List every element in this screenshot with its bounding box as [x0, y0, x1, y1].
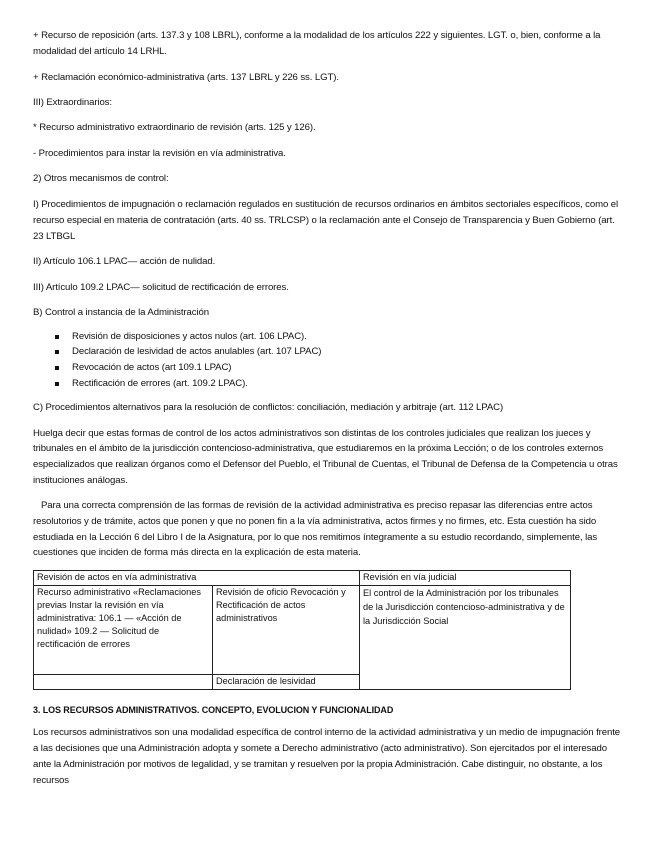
list-item-text: Declaración de lesividad de actos anulables (art. 107 LPAC): [72, 346, 322, 358]
paragraph-rectificacion-errores: III) Artículo 109.2 LPAC— solicitud de rectificación de errores.: [33, 281, 289, 293]
paragraph-procedimientos-revision: - Procedimientos para instar la revisión en vía administrativa.: [33, 147, 286, 159]
empty-cell: [34, 675, 213, 690]
paragraph-control-administracion: B) Control a instancia de la Administración: [33, 307, 209, 319]
judicial-cell: El control de la Administración por los tribunales de la Jurisdicción contencioso-administrativa y de la Jurisdicción Social: [360, 586, 571, 690]
list-item-text: Revisión de disposiciones y actos nulos (art. 106 LPAC).: [72, 330, 307, 342]
list-item-text: Rectificación de errores (art. 109.2 LPAC).: [72, 378, 248, 390]
lesividad-cell: Declaración de lesividad: [213, 675, 360, 690]
list-item: [55, 376, 623, 392]
bullet-icon: [55, 335, 59, 339]
document-page: [33, 28, 623, 798]
section-heading: 3. LOS RECURSOS ADMINISTRATIVOS. CONCEPTO, EVOLUCION Y FUNCIONALIDAD: [33, 705, 394, 716]
controls-list: [33, 329, 623, 393]
list-item: [55, 329, 623, 345]
bullet-icon: [55, 350, 59, 354]
paragraph-procedimientos-impugnacion: I) Procedimientos de impugnación o reclamación regulados en sustitución de recursos ordinarios en ámbitos sectoriales específicos, como el recurso especial en materia de contratación (arts. 40 ss. TRLCSP) o la reclamación ante el Consejo de Transparencia y Buen Gobierno (art. 23 LTBGL: [33, 198, 619, 242]
bullet-icon: [55, 366, 59, 370]
bullet-icon: [55, 382, 59, 386]
table-row: [34, 586, 571, 675]
oficio-cell: Revisión de oficio Revocación y Rectificación de actos administrativos: [213, 586, 360, 675]
paragraph-procedimientos-alternativos: C) Procedimientos alternativos para la resolución de conflictos: conciliación, mediación y arbitraje (art. 112 LPAC): [33, 402, 504, 414]
paragraph-otros-mecanismos: 2) Otros mecanismos de control:: [33, 173, 169, 185]
paragraph-correcta-comprension: Para una correcta comprensión de las formas de revisión de la actividad administrativa es preciso repasar las diferencias entre actos resolutorios y de trámite, actos que ponen y que no ponen fin a la vía administrativa, actos firmes y no firmes, etc. Esta cuestión ha sido estudiada en la Lección 6 del Libro I de la Asignatura, por lo que nos remitimos íntegramente a su estudio recordando, simplemente, las cuestiones que inciden de forma más directa en la explicación de esta materia.: [33, 499, 598, 559]
paragraph-reclamacion-economico: + Reclamación económico-administrativa (arts. 137 LBRL y 226 ss. LGT).: [33, 71, 339, 83]
paragraph-recurso-reposicion: + Recurso de reposición (arts. 137.3 y 108 LBRL), conforme a la modalidad de los artículos 222 y siguientes. LGT. o, bien, conforme a la modalidad del artículo 14 LRHL.: [33, 30, 601, 58]
list-item-text: Revocación de actos (art 109.1 LPAC): [72, 362, 232, 374]
paragraph-accion-nulidad: II) Artículo 106.1 LPAC— acción de nulidad.: [33, 256, 216, 268]
header-admin-cell: Revisión de actos en vía administrativa: [34, 571, 360, 586]
review-table: [33, 570, 571, 690]
paragraph-recurso-revision: * Recurso administrativo extraordinario de revisión (arts. 125 y 126).: [33, 122, 316, 134]
list-item: [55, 360, 623, 376]
recursos-cell: Recurso administrativo «Reclamaciones previas Instar la revisión en vía administrativa: 106.1 — «Acción de nulidad» 109.2 — Solicitud de rectificación de errores: [34, 586, 213, 675]
list-item: [55, 344, 623, 360]
paragraph-recursos-administrativos: Los recursos administrativos son una modalidad específica de control interno de la actividad administrativa y un medio de impugnación frente a las decisiones que una Administración adopta y somete a Derecho administrativo (acto administrativo). Son ejercitados por el interesado ante la Administración por motivos de legalidad, y se tramitan y resuelven por la propia Administración. Cabe distinguir, no obstante, a los recursos: [33, 727, 621, 786]
table-header-row: [34, 571, 571, 586]
paragraph-extraordinarios: III) Extraordinarios:: [33, 96, 112, 108]
header-judicial-cell: Revisión en vía judicial: [360, 571, 571, 586]
paragraph-huelga-decir: Huelga decir que estas formas de control de los actos administrativos son distintas de los controles judiciales que realizan los jueces y tribunales en el ámbito de la jurisdicción contencioso-administrativa, que estudiaremos en la próxima Lección; o de los controles externos especializados que realizan órganos como el Defensor del Pueblo, el Tribunal de Cuentas, el Tribunal de Defensa de la Competencia u otras instituciones análogas.: [33, 427, 618, 486]
